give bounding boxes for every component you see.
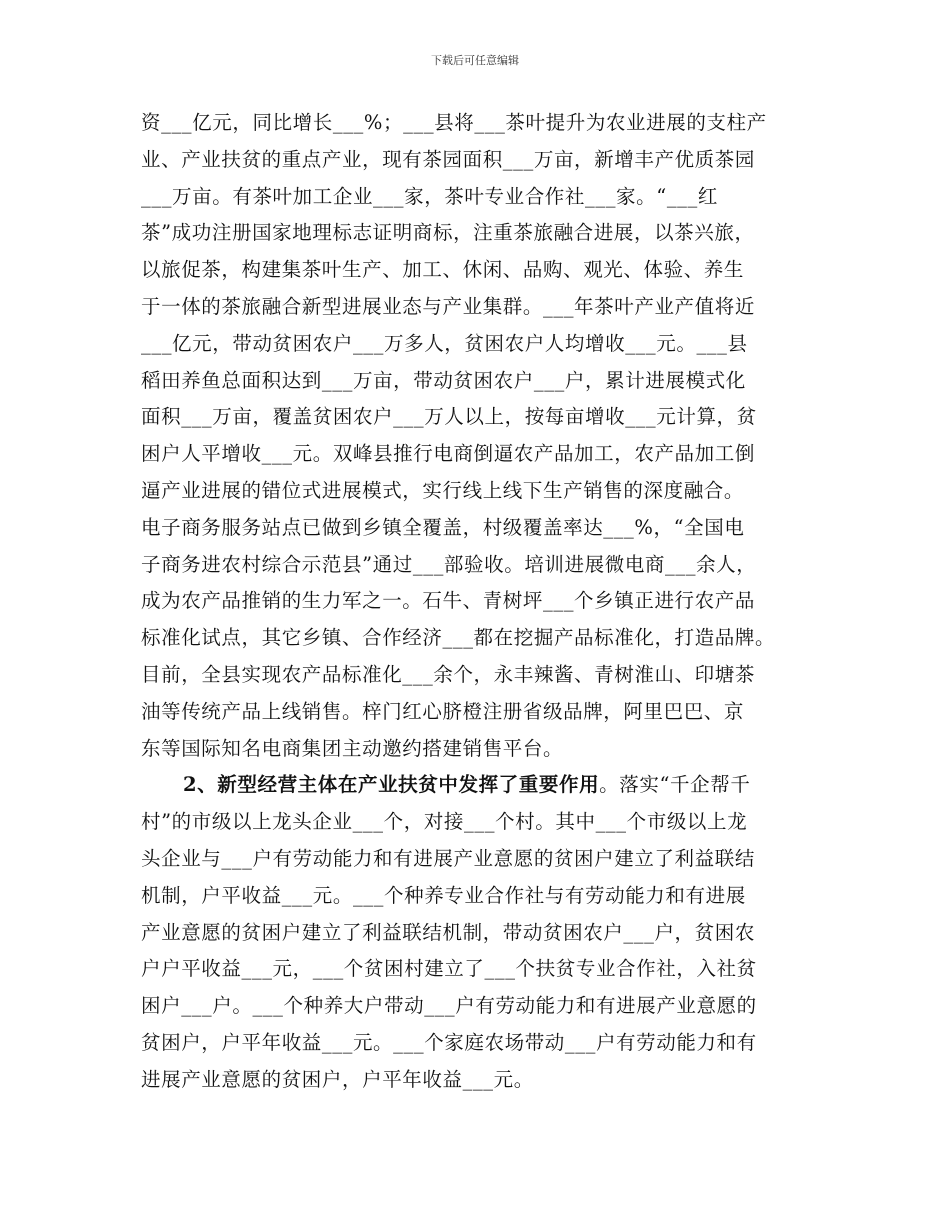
- text-line: 进展产业意愿的贫困户，户平年收益___元。: [141, 1067, 534, 1091]
- text-line: 产业意愿的贫困户建立了利益联结机制，带动贫困农户___户，贫困农: [141, 920, 755, 944]
- text-line: 以旅促茶，构建集茶叶生产、加工、休闲、品购、观光、体验、养生: [141, 258, 745, 282]
- text-line: 电子商务服务站点已做到乡镇全覆盖，村级覆盖率达___%，“全国电: [141, 515, 745, 539]
- text-line: 资___亿元，同比增长___%；___县将___茶叶提升为农业进展的支柱产: [141, 111, 767, 134]
- text-line: ___万亩。有茶叶加工企业___家，茶叶专业合作社___家。“___红: [141, 184, 718, 208]
- text-line: 油等传统产品上线销售。梓门红心脐橙注册省级品牌，阿里巴巴、京: [141, 699, 745, 723]
- text-line: 于一体的茶旅融合新型进展业态与产业集群。___年茶叶产业产值将近: [141, 294, 755, 318]
- document-body: [141, 105, 821, 1099]
- text-line: 户户平收益___元，___个贫困村建立了___个扶贫专业合作社，入社贫: [141, 957, 757, 981]
- text-line: ___亿元，带动贫困农户___万多人，贫困农户人均增收___元。___县: [141, 331, 748, 355]
- paragraph-2-first-line: [141, 767, 821, 804]
- text-line: 逼产业进展的错位式进展模式，实行线上线下生产销售的深度融合。: [141, 478, 745, 502]
- text-line: 成为农产品推销的生力军之一。石牛、青树坪___个乡镇正进行农产品: [141, 589, 755, 613]
- text-line: 头企业与___户有劳动能力和有进展产业意愿的贫困户建立了利益联结: [141, 846, 755, 870]
- text-line-rest: 。落实“千企帮千: [599, 773, 751, 797]
- text-line: 茶”成功注册国家地理标志证明商标，注重茶旅融合进展，以茶兴旅，: [141, 221, 755, 245]
- section-heading: 2、新型经营主体在产业扶贫中发挥了重要作用: [183, 773, 600, 797]
- text-line: 子商务进农村综合示范县”通过___部验收。培训进展微电商___余人，: [141, 552, 757, 576]
- text-line: 困户___户。___个种养大户带动___户有劳动能力和有进展产业意愿的: [141, 994, 757, 1018]
- page-header: 下载后可任意编辑: [431, 54, 519, 67]
- text-line: 贫困户，户平年收益___元。___个家庭农场带动___户有劳动能力和有: [141, 1030, 757, 1054]
- text-line: 东等国际知名电商集团主动邀约搭建销售平台。: [141, 736, 564, 760]
- text-line: 业、产业扶贫的重点产业，现有茶园面积___万亩，新增丰产优质茶园: [141, 147, 755, 171]
- paragraph-2: [141, 767, 821, 1098]
- text-line: 面积___万亩，覆盖贫困农户___万人以上，按每亩增收___元计算，贫: [141, 405, 757, 429]
- paragraph-1: [141, 105, 821, 767]
- text-line: 困户人平增收___元。双峰县推行电商倒逼农产品加工，农产品加工倒: [141, 442, 755, 466]
- text-line: 村”的市级以上龙头企业___个，对接___个村。其中___个市级以上龙: [141, 810, 748, 834]
- text-line: 标准化试点，其它乡镇、合作经济___都在挖掘产品标准化，打造品牌。: [141, 626, 776, 650]
- text-line: 目前，全县实现农产品标准化___余个，永丰辣酱、青树淮山、印塘茶: [141, 662, 755, 686]
- text-line: 稻田养鱼总面积达到___万亩，带动贫困农户___户，累计进展模式化: [141, 368, 746, 392]
- text-line: 机制，户平收益___元。___个种养专业合作社与有劳动能力和有进展: [141, 883, 746, 907]
